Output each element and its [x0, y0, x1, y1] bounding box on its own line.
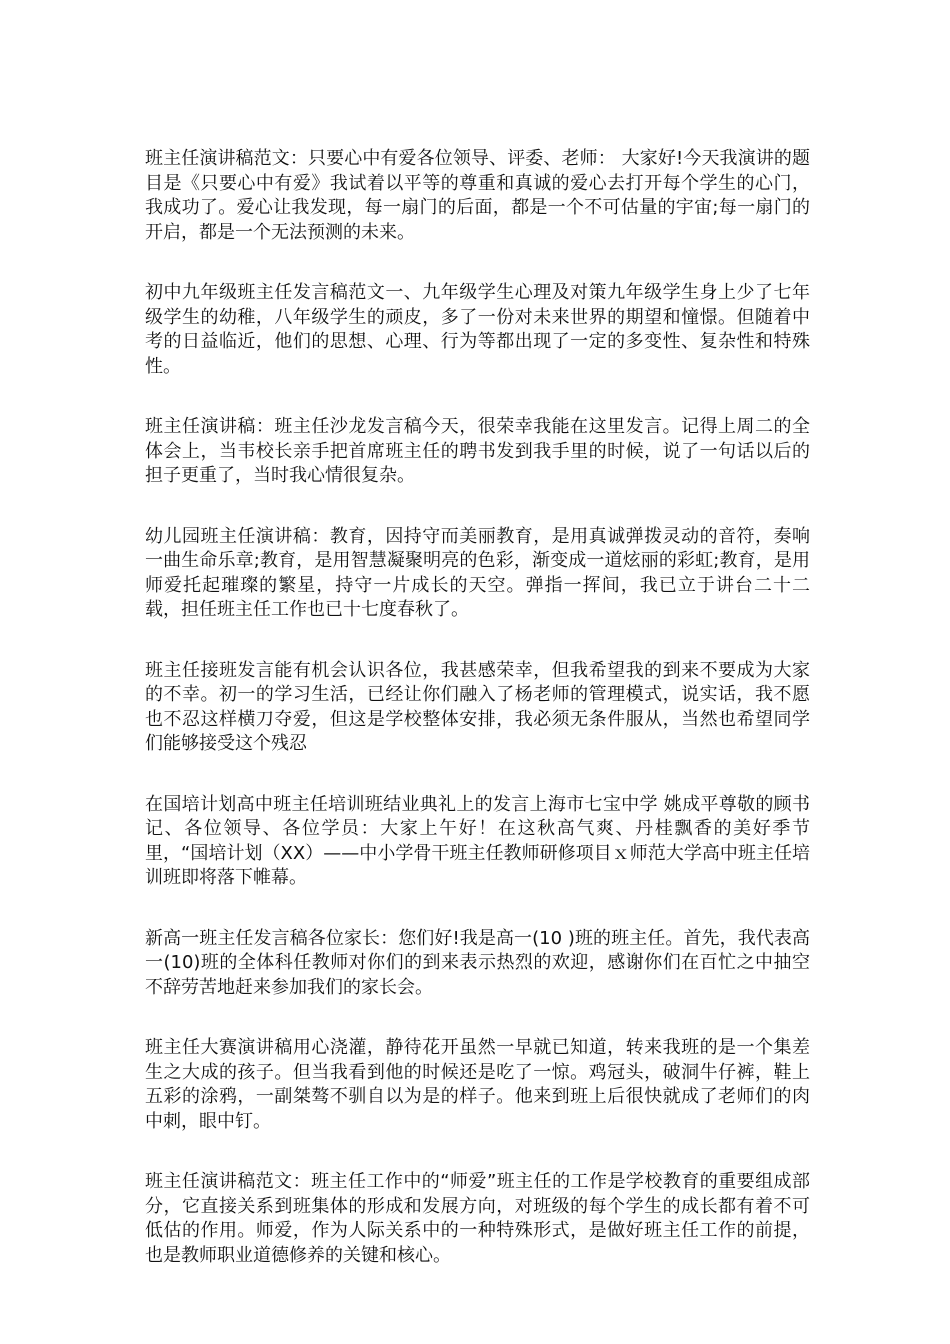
paragraph-5: 班主任接班发言能有机会认识各位，我甚感荣幸，但我希望我的到来不要成为大家的不幸。初一的学习生活，已经让你们融入了杨老师的管理模式，说实话，我不愿也不忍这样横刀夺爱，但这是学校整体安排，我必须无条件服从，当然也希望同学们能够接受这个残忍: [145, 659, 810, 754]
paragraph-3: 班主任演讲稿：班主任沙龙发言稿今天，很荣幸我能在这里发言。记得上周二的全体会上，当韦校长亲手把首席班主任的聘书发到我手里的时候，说了一句话以后的担子更重了，当时我心情很复杂。: [145, 416, 810, 486]
paragraph-1: 班主任演讲稿范文：只要心中有爱各位领导、评委、老师： 大家好!今天我演讲的题目是《只要心中有爱》我试着以平等的尊重和真诚的爱心去打开每个学生的心门，我成功了。爱心让我发现，每一扇门的后面，都是一个不可估量的宇宙;每一扇门的开启，都是一个无法预测的未来。: [145, 148, 810, 243]
paragraph-4: 幼儿园班主任演讲稿：教育，因持守而美丽教育，是用真诚弹拨灵动的音符，奏响一曲生命乐章;教育，是用智慧凝聚明亮的色彩，渐变成一道炫丽的彩虹;教育，是用师爱托起璀璨的繁星，持守一片成长的天空。弹指一挥间，我已立于讲台二十二载，担任班主任工作也已十七度春秋了。: [145, 525, 810, 620]
paragraph-8: 班主任大赛演讲稿用心浇灌，静待花开虽然一早就已知道，转来我班的是一个集差生之大成的孩子。但当我看到他的时候还是吃了一惊。鸡冠头，破洞牛仔裤，鞋上五彩的涂鸦，一副桀骜不驯自以为是的样子。他来到班上后很快就成了老师们的肉中刺，眼中钉。: [145, 1037, 810, 1132]
paragraph-2: 初中九年级班主任发言稿范文一、九年级学生心理及对策九年级学生身上少了七年级学生的幼稚，八年级学生的顽皮，多了一份对未来世界的期望和憧憬。但随着中考的日益临近，他们的思想、心理、行为等都出现了一定的多变性、复杂性和特殊性。: [145, 282, 810, 377]
paragraph-7: 新高一班主任发言稿各位家长：您们好!我是高一(10 )班的班主任。首先，我代表高一(10)班的全体科任教师对你们的到来表示热烈的欢迎，感谢你们在百忙之中抽空不辞劳苦地赶来参加我们的家长会。: [145, 927, 810, 998]
document-body: [145, 147, 810, 1304]
paragraph-9: 班主任演讲稿范文：班主任工作中的“师爱”班主任的工作是学校教育的重要组成部分，它直接关系到班集体的形成和发展方向，对班级的每个学生的成长都有着不可低估的作用。师爱，作为人际关系中的一种特殊形式，是做好班主任工作的前提，也是教师职业道德修养的关键和核心。: [145, 1171, 810, 1266]
paragraph-6: 在国培计划高中班主任培训班结业典礼上的发言上海市七宝中学 姚成平尊敬的顾书记、各位领导、各位学员：大家上午好！在这秋高气爽、丹桂飘香的美好季节里，“国培计划（XX）——中小学骨干班主任教师研修项目ｘ师范大学高中班主任培训班即将落下帷幕。: [145, 793, 810, 888]
